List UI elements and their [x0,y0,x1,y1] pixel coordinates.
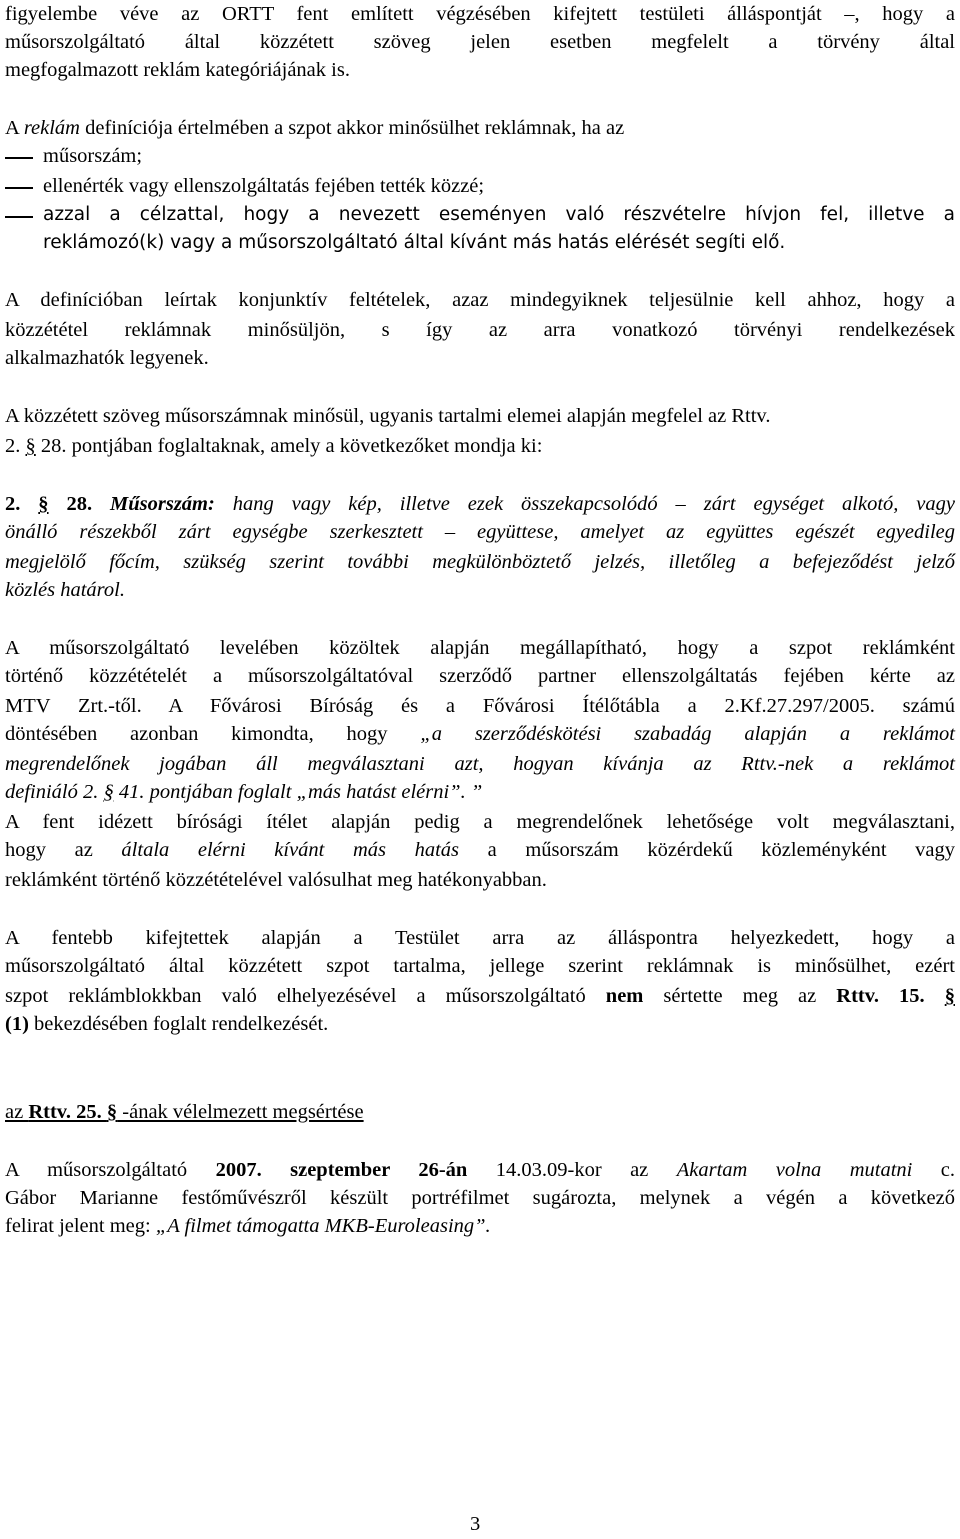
text-line [5,1010,955,1039]
section-heading [5,1098,955,1127]
text-segment: megfogalmazott reklám kategóriájának is. [5,59,350,81]
text-segment: Műsorszám: [110,493,215,515]
text-segment: A [5,117,24,139]
text-line [5,924,955,953]
text-line [5,836,955,865]
text-segment: „A filmet támogatta MKB-Euroleasing”. [155,1215,491,1237]
text-segment: 2007. szeptember 26-án [215,1159,468,1181]
text-line [5,750,955,779]
text-segment: a műsorszám közérdekű közleményként vagy [459,839,955,861]
text-segment: c. [912,1159,956,1181]
text-line [5,1184,955,1213]
quoted-definition-line [5,490,955,519]
text-segment: általa elérni kívánt más hatás [121,839,460,861]
text-segment: A műsorszolgáltató levelében közöltek alapján megállapítható, hogy a szpot reklámként [5,637,955,659]
text-line [5,866,955,895]
list-item-continuation [43,228,955,257]
text-segment: megjelölő főcím, szükség szerint további megkülönböztető jelzés, illetőleg a befejeződést jelző [5,551,955,573]
text-segment: „a szerződéskötési szabadág alapján a reklámot [420,723,956,745]
quoted-definition-line [5,548,955,577]
text-segment: nem [605,985,644,1007]
text-segment: A közzétett szöveg műsorszámnak minősül, ugyanis tartalmi elemei alapján megfelel az Rttv. [5,405,771,427]
text-line [5,432,955,461]
text-segment: definíciója értelmében a szpot akkor minősülhet reklámnak, ha az [79,117,625,139]
text-line [5,344,955,373]
list-dash [5,187,33,189]
text-segment: reklámozó(k) vagy a műsorszolgáltató által kívánt más hatás elérését segíti elő. [43,232,786,253]
text-line [5,952,955,981]
list-item [43,172,955,201]
text-segment: 28. [48,493,111,515]
text-segment: § [25,435,36,457]
text-segment: közlés határol. [5,579,125,601]
list-dash [5,216,33,218]
text-segment: hogy az [5,839,122,861]
text-segment: figyelembe véve az ORTT fent említett végzésében kifejtett testületi álláspontját –, hogy a [5,3,955,25]
text-line [5,720,955,749]
text-line [5,28,955,57]
text-segment: megrendelőnek jogában áll megválasztani azt, hogyan kívánja az Rttv.-nek a reklámot [5,753,955,775]
text-segment: Gábor Marianne festőművészről készült portréfilmet sugározta, melynek a végén a következő [5,1187,955,1209]
quoted-definition-line [5,576,955,605]
text-segment: § [106,1101,118,1123]
text-segment: hang vagy kép, illetve ezek összekapcsolódó – zárt egységet alkotó, vagy [214,493,956,515]
text-segment: önálló részekből zárt egységbe szerkesztett – együttese, amelyet az együttes egészét egyedileg [5,521,955,543]
text-segment: 2. [5,435,26,457]
text-segment: közzététel reklámnak minősüljön, s így az arra vonatkozó törvényi rendelkezések [5,319,955,341]
text-line [5,402,955,431]
text-segment: § [944,985,955,1007]
text-segment: döntésében azonban kimondta, hogy [5,723,421,745]
text-line [5,808,955,837]
text-segment: 2. [5,493,39,515]
list-item [43,200,955,229]
quoted-definition-line [5,518,955,547]
text-segment: műsorszolgáltató által közzétett szöveg jelen esetben megfelelt a törvény által [5,31,955,53]
text-line [5,1212,955,1241]
text-segment: A műsorszolgáltató [5,1159,216,1181]
text-line [5,778,955,807]
text-line [5,634,955,663]
text-line [5,1156,955,1185]
text-segment: az [5,1101,29,1123]
text-segment: történő közzétételét a műsorszolgáltatóval szerződő partner ellenszolgáltatás fejében kérte az [5,665,955,687]
text-line [5,56,955,85]
text-segment: § [103,781,114,803]
text-segment: bekezdésében foglalt rendelkezését. [28,1013,329,1035]
text-segment: felirat jelent meg: [5,1215,156,1237]
text-line [5,316,955,345]
list-item [43,142,955,171]
text-segment: sértette meg az [643,985,837,1007]
text-line [5,114,955,143]
text-segment: 28. pontjában foglaltaknak, amely a következőket mondja ki: [35,435,543,457]
text-segment: műsorszolgáltató által közzétett szpot tartalma, jellege szerint reklámnak is minősülhet, ezért [5,955,955,977]
text-line [5,0,955,29]
text-segment: műsorszám; [43,145,143,167]
text-line [5,982,955,1011]
text-segment: definiáló 2. [5,781,104,803]
text-segment: alkalmazhatók legyenek. [5,347,209,369]
text-segment: A fent idézett bírósági ítélet alapján pedig a megrendelőnek lehetősége volt megválasztani, [5,811,955,833]
text-segment: Rttv. 15. [836,985,945,1007]
text-segment: reklám [23,117,80,139]
page-number: 3 [470,1513,481,1535]
text-segment: § [38,493,49,515]
text-segment: szpot reklámblokkban való elhelyezésével a műsorszolgáltató [5,985,606,1007]
text-segment: (1) [5,1013,29,1035]
text-segment: reklámként történő közzétételével valósulhat meg hatékonyabban. [5,869,547,891]
text-segment: Rttv. 25. [28,1101,107,1123]
list-dash [5,157,33,159]
text-line [5,286,955,315]
text-segment: 41. pontjában foglalt „más hatást elérni”. ” [113,781,483,803]
text-segment: azzal a célzattal, hogy a nevezett eseményen való részvételre hívjon fel, illetve a [43,204,955,225]
text-segment: Akartam volna mutatni [676,1159,913,1181]
text-segment: -ának vélelmezett megsértése [117,1101,364,1123]
text-segment: MTV Zrt.-től. A Fővárosi Bíróság és a Fővárosi Ítélőtábla a 2.Kf.27.297/2005. számú [5,695,955,717]
text-segment: 14.03.09-kor az [467,1159,677,1181]
text-line [5,662,955,691]
text-segment: ellenérték vagy ellenszolgáltatás fejében tették közzé; [43,175,485,197]
text-line [5,692,955,721]
text-segment: A definícióban leírtak konjunktív feltételek, azaz mindegyiknek teljesülnie kell ahhoz, hogy a [5,289,955,311]
text-segment: A fentebb kifejtettek alapján a Testület arra az álláspontra helyezkedett, hogy a [5,927,955,949]
